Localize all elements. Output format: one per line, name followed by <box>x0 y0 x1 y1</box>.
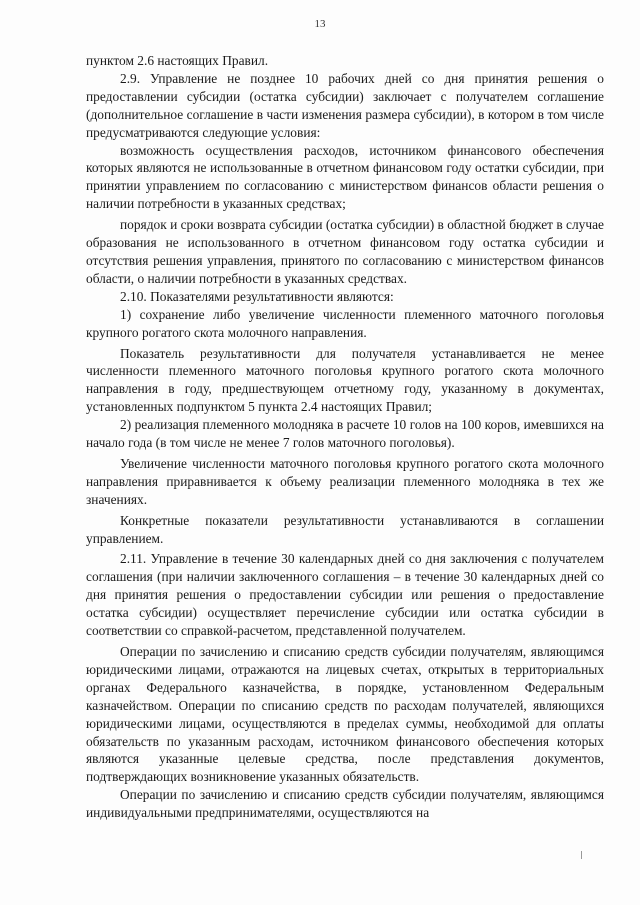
paragraph-indicator-2: 2) реализация племенного молодняка в расчете 10 голов на 100 коров, имевшихся на начало года (в том числе не менее 7 голов маточного поголовья). <box>86 417 604 451</box>
page-number: 13 <box>314 18 326 30</box>
paragraph-operations-entrepreneurs: Операции по зачислению и списанию средств субсидии получателям, являющимся индивидуальными предпринимателями, осуществляются на <box>86 787 604 821</box>
paragraph-specific-indicators: Конкретные показатели результативности устанавливаются в соглашении управлением. <box>86 512 604 546</box>
paragraph-equivalence: Увеличение численности маточного поголовья крупного рогатого скота молочного направления приравнивается к объему реализации племенного молодняка в тех же значениях. <box>86 455 604 507</box>
paragraph-condition-return: порядок и сроки возврата субсидии (остатка субсидии) в областной бюджет в случае образования не использованного в отчетном финансовом году остатка субсидии и отсутствия решения управления, принятого по согласованию с министерством финансов области, о наличии потребности в указанных средствах. <box>86 217 604 286</box>
paragraph-2-9: 2.9. Управление не позднее 10 рабочих дней со дня принятия решения о предоставлении субсидии (остатка субсидии) заключает с получателем соглашение (дополнительное соглашение в части изменения размера субсидии), в котором в том числе предусматриваются следующие условия: <box>86 70 604 140</box>
paragraph-2-10: 2.10. Показателями результативности являются: <box>120 288 394 304</box>
paragraph-continuation: пунктом 2.6 настоящих Правил. <box>86 53 269 68</box>
scan-mark <box>581 851 582 859</box>
paragraph-indicator-1: 1) сохранение либо увеличение численности племенного маточного поголовья крупного рогатого скота молочного направления. <box>86 306 604 340</box>
paragraph-2-11: 2.11. Управление в течение 30 календарных дней со дня заключения с получателем соглашения (при наличии заключенного соглашения – в течение 30 календарных дней со дня принятия решения о предоставлении субсидии или решения о предоставление остатка субсидии) осуществляет перечисление субсидии или остатка субсидии в соответствии со справкой-расчетом, представленной получателем. <box>86 551 604 639</box>
paragraph-indicator-threshold: Показатель результативности для получателя устанавливается не менее численности племенного маточного поголовья крупного рогатого скота молочного направления в году, предшествующем отчетному году, указанному в документах, установленных подпунктом 5 пункта 2.4 настоящих Правил; <box>86 345 604 415</box>
paragraph-condition-expenses: возможность осуществления расходов, источником финансового обеспечения которых являются не использованные в отчетном финансовом году остатки субсидии, при принятии управлением по согласованию с министерством финансов области решения о наличии потребности в указанных средствах; <box>86 142 604 212</box>
paragraph-operations-legal-entities: Операции по зачислению и списанию средств субсидии получателям, являющимся юридическими лицами, отражаются на лицевых счетах, открытых в территориальных органах Федерального казначейства, в порядке, установленном Федеральным казначейством. Операции по списанию средств по расходам получателей, являющихся юридическими лицами, осуществляются в пределах суммы, необходимой для оплаты обязательств по указанным расходам, источником финансового обеспечения которых являются указанные целевые средства, после представления документов, подтверждающих возникновение указанных обязательств. <box>86 644 604 785</box>
